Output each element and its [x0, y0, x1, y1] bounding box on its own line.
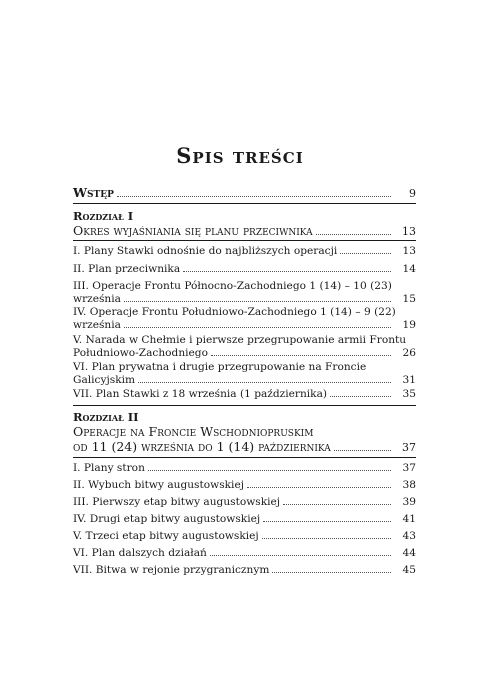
dot-leader [124, 301, 391, 302]
chapter-heading [73, 424, 416, 455]
page-number: 43 [402, 530, 416, 542]
dot-leader [211, 355, 391, 356]
page-number: 15 [402, 293, 416, 305]
toc-title: Spis treści [176, 143, 304, 168]
entry-title: VII. Plan Stawki z 18 września (1 października) [73, 388, 328, 400]
toc-entry [73, 530, 416, 543]
entry-title-line: IV. Operacje Frontu Południowo-Zachodniego 1 (14) – 9 (22) [73, 306, 396, 318]
toc-entry [73, 496, 416, 509]
toc-entry [73, 479, 416, 492]
dot-leader [262, 538, 391, 539]
section-divider [73, 405, 416, 406]
dot-leader [330, 396, 391, 397]
chapter-title-line: Operacje na Froncie Wschodniopruskim [73, 424, 314, 439]
chapter-label: Rozdział II [73, 410, 139, 424]
page-number: 31 [402, 374, 416, 386]
entry-title: I. Plany Stawki odnośnie do najbliższych operacji [73, 245, 338, 257]
toc-entry [73, 245, 416, 258]
page-number: 39 [402, 496, 416, 508]
page-number: 13 [402, 225, 416, 238]
page-number: 44 [402, 547, 416, 559]
toc-entry [73, 280, 416, 306]
entry-title: V. Trzeci etap bitwy augustowskiej [73, 530, 259, 542]
page-number: 9 [409, 187, 416, 200]
dot-leader [183, 271, 391, 272]
dot-leader [334, 450, 391, 451]
toc-entry [73, 306, 416, 332]
chapter-title: Okres wyjaśniania się planu przeciwnika [73, 223, 313, 238]
toc-entry [73, 564, 416, 577]
entry-title: I. Plany stron [73, 462, 145, 474]
entry-title-line: Galicyjskim [73, 374, 136, 386]
toc-entry [73, 263, 416, 276]
page-number: 37 [402, 462, 416, 474]
toc-entry [73, 361, 416, 387]
page-number: 26 [402, 347, 416, 359]
entry-title-line: września [73, 293, 121, 305]
entry-title-line: VI. Plan prywatna i drugie przegrupowanie na Froncie [73, 361, 367, 373]
entry-title: III. Pierwszy etap bitwy augustowskiej [73, 496, 281, 508]
dot-leader [124, 327, 391, 328]
entry-title-line: Południowo-Zachodniego [73, 347, 208, 359]
chapter-title-line: od 11 (24) września do 1 (14) października [73, 439, 331, 454]
toc-entry [73, 334, 416, 360]
intro-label: Wstęp [73, 185, 114, 200]
section-divider [73, 240, 416, 241]
dot-leader [283, 504, 391, 505]
dot-leader [340, 253, 391, 254]
section-divider [73, 203, 416, 204]
toc-entry [73, 513, 416, 526]
section-divider [73, 457, 416, 458]
dot-leader [272, 572, 391, 573]
dot-leader [316, 234, 391, 235]
dot-leader [138, 382, 391, 383]
page-number: 45 [402, 564, 416, 576]
dot-leader [117, 196, 391, 197]
entry-title-line: V. Narada w Chełmie i pierwsze przegrupowanie armii Frontu [73, 334, 407, 346]
entry-title: VI. Plan dalszych działań [73, 547, 207, 559]
chapter-heading [73, 223, 416, 239]
page-number: 35 [402, 388, 416, 400]
toc-entry [73, 388, 416, 401]
entry-title: VII. Bitwa w rejonie przygranicznym [73, 564, 270, 576]
toc-entry-intro [73, 185, 416, 201]
page-number: 13 [402, 245, 416, 257]
page-number: 38 [402, 479, 416, 491]
page-number: 19 [402, 319, 416, 331]
dot-leader [247, 487, 391, 488]
page-number: 14 [402, 263, 416, 275]
toc-entry [73, 547, 416, 560]
entry-title: II. Wybuch bitwy augustowskiej [73, 479, 244, 491]
dot-leader [148, 470, 391, 471]
page-number: 41 [402, 513, 416, 525]
dot-leader [210, 555, 391, 556]
dot-leader [263, 521, 391, 522]
toc-entry [73, 462, 416, 475]
entry-title: IV. Drugi etap bitwy augustowskiej [73, 513, 261, 525]
page-number: 37 [402, 441, 416, 454]
chapter-label: Rozdział I [73, 209, 134, 223]
entry-title-line: III. Operacje Frontu Północno-Zachodniego 1 (14) – 10 (23) [73, 280, 392, 292]
entry-title-line: września [73, 319, 121, 331]
entry-title: II. Plan przeciwnika [73, 263, 181, 275]
